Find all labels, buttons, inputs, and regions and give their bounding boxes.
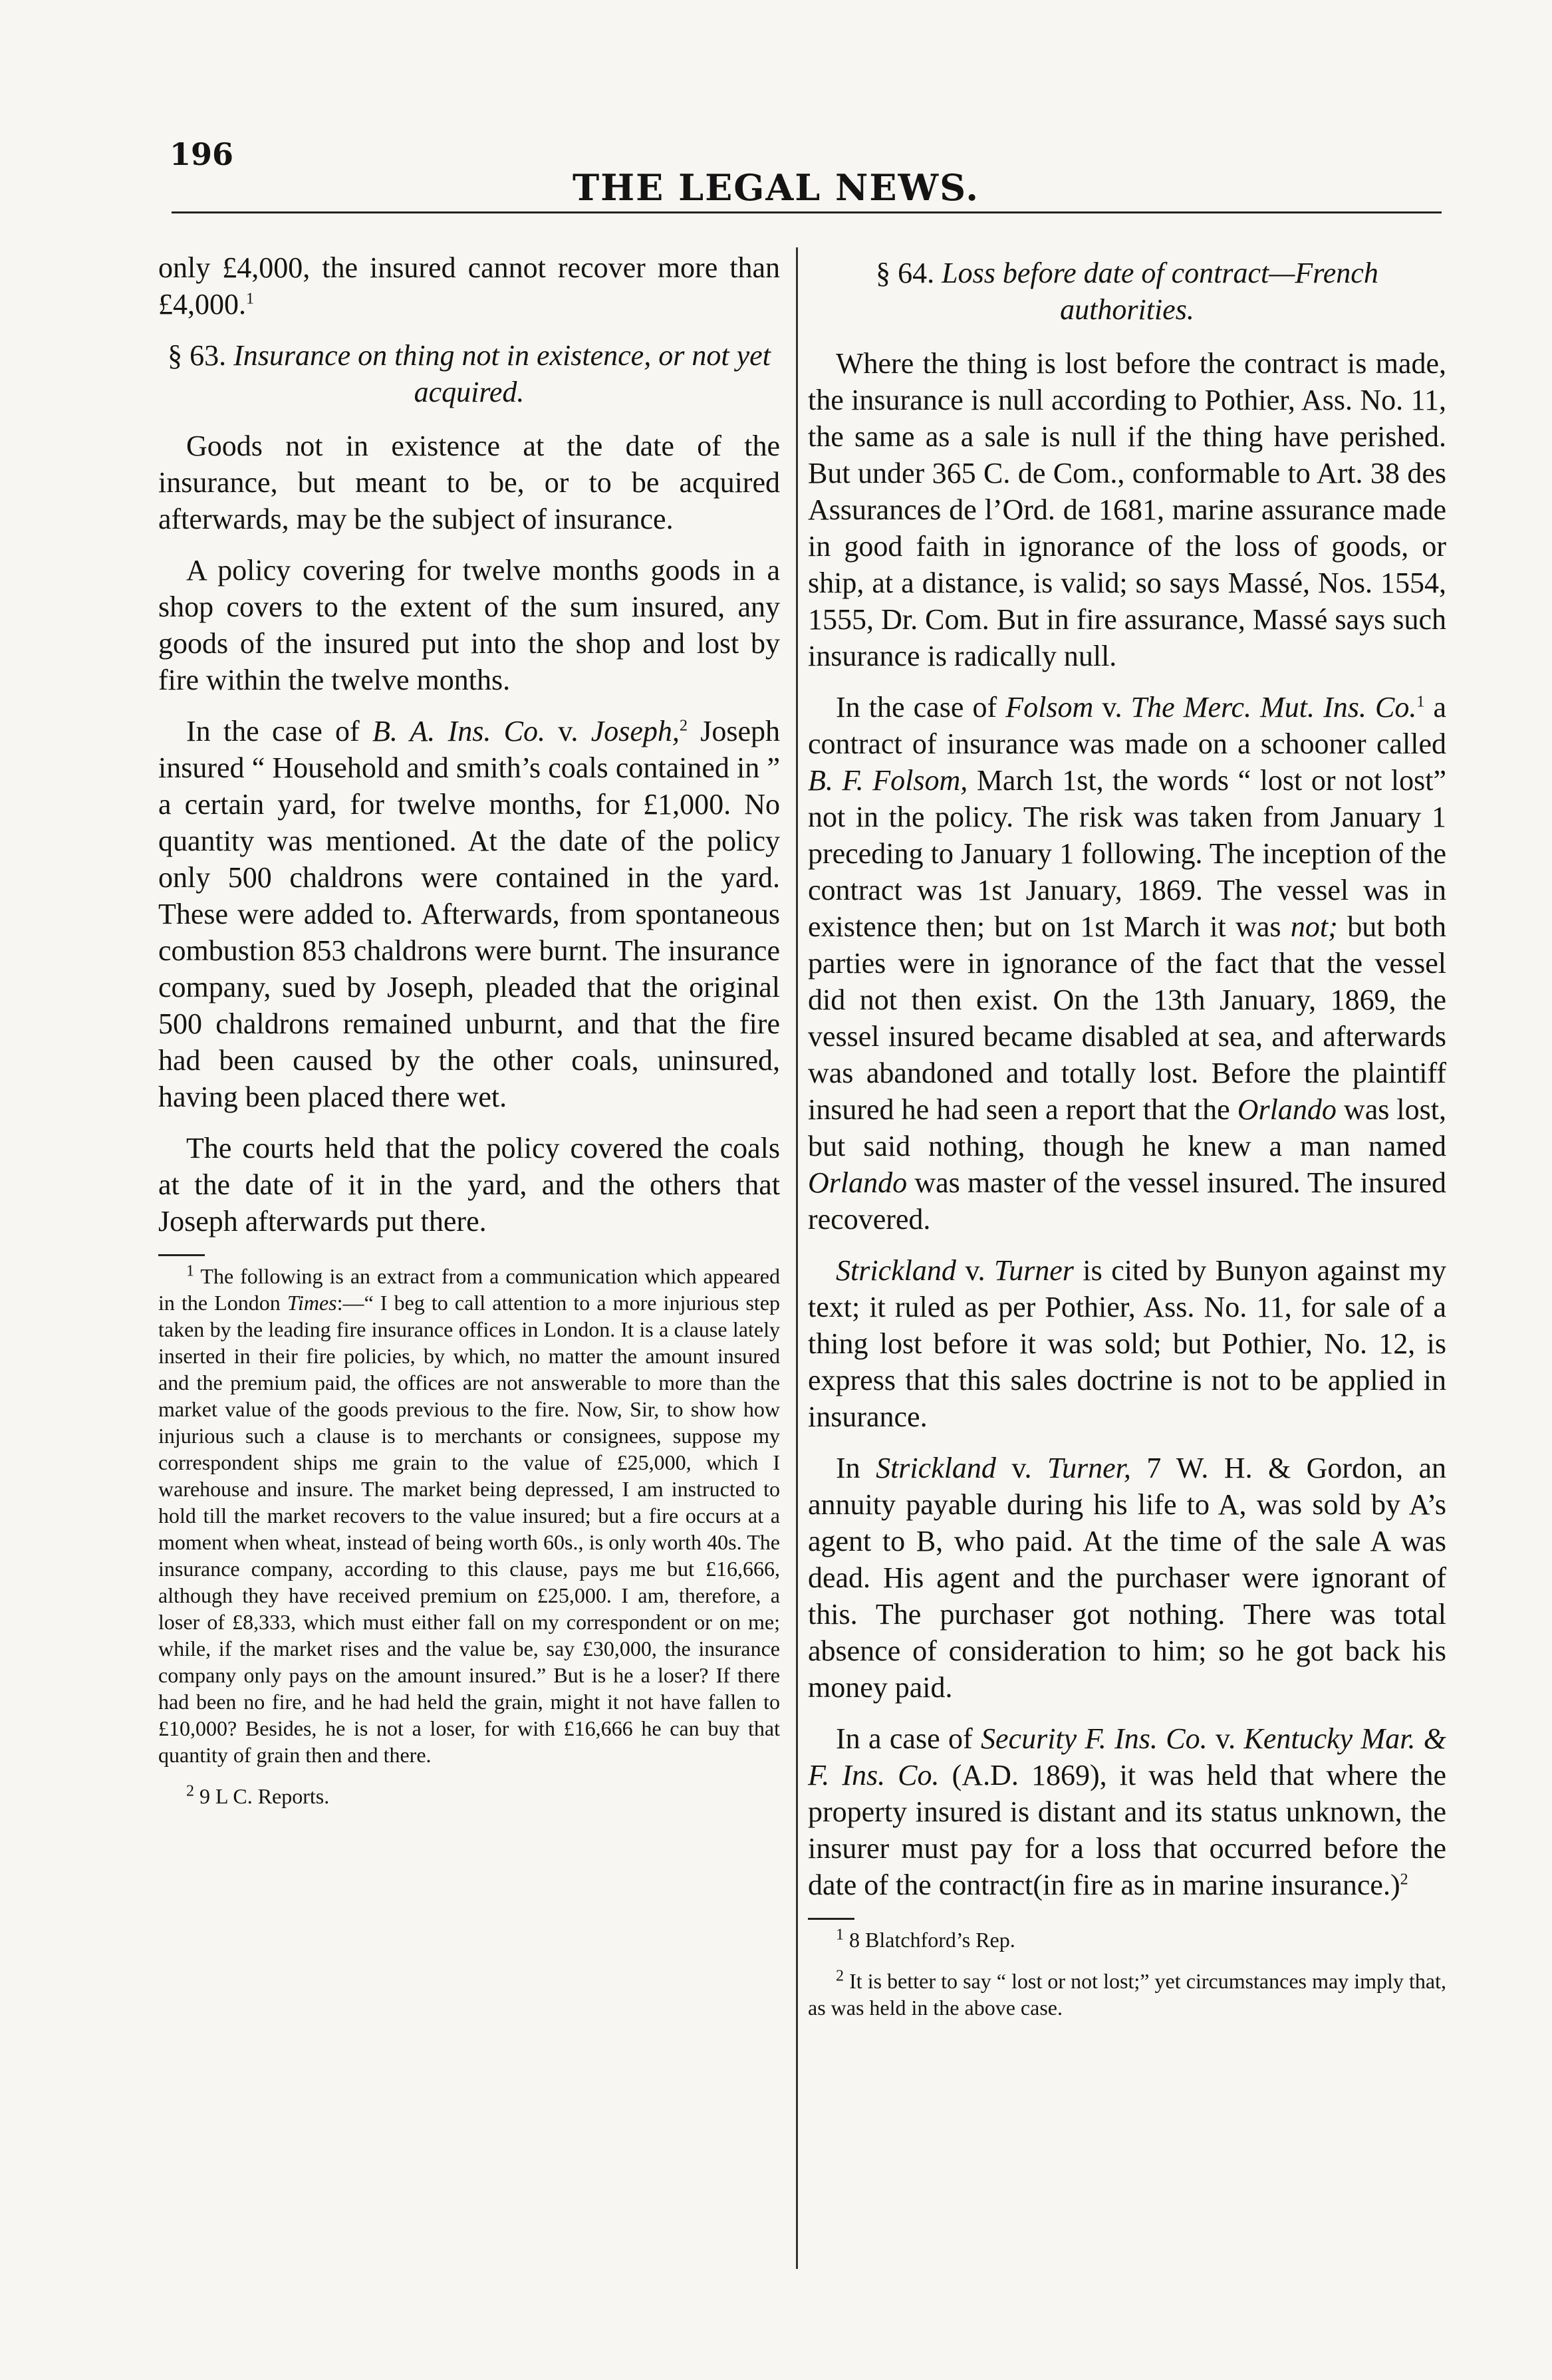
paragraph: In the case of B. A. Ins. Co. v. Joseph,$^2$ Joseph insured “ Household and smith’s coals contained in ” a certain yard, for twelve months, for £1,000. No quantity was mentioned. At the date of the policy only 500 chaldrons were contained in the yard. These were added to. Afterwards, from spontaneous combustion 853 chaldrons were burnt. The insurance company, sued by Joseph, pleaded that the original 500 chaldrons remained unburnt, and that the fire had been caused by the other coals, uninsured, having been placed there wet.: [158, 715, 781, 1113]
case-name: Folsom: [1005, 691, 1094, 724]
footnote-rule: [808, 1918, 854, 1920]
person-name: Orlando: [808, 1166, 908, 1199]
case-name: Security F. Ins. Co.: [981, 1722, 1208, 1755]
case-name: The Merc. Mut. Ins. Co.: [1130, 691, 1417, 724]
ship-name: B. F. Folsom,: [808, 764, 968, 797]
case-name: Joseph,: [590, 715, 680, 747]
paragraph: In a case of Security F. Ins. Co. v. Kentucky Mar. & F. Ins. Co. (A.D. 1869), it was held that where the property insured is distant and its status unknown, the insurer must pay for a loss that occurred before the date of the contract(in fire as in marine insurance.)$^2$: [808, 1722, 1447, 1901]
footnote-2: $^2$ It is better to say “ lost or not lost;” yet circumstances may imply that, as was held in the above case.: [808, 1967, 1447, 2020]
paragraph: only £4,000, the insured cannot recover more than £4,000.$^1$: [158, 251, 780, 321]
running-head: THE LEGAL NEWS.: [572, 166, 980, 209]
case-name: Turner,: [1047, 1452, 1131, 1484]
ship-name: Orlando: [1237, 1093, 1337, 1126]
footnote-1: $^1$ 8 Blatchford’s Rep.: [836, 1926, 1015, 1952]
section-heading-63: § 63. Insurance on thing not in existence, or not yet acquired.: [168, 339, 771, 408]
right-column: [808, 249, 1446, 2036]
section-heading-64: § 64. Loss before date of contract—French authorities.: [876, 257, 1378, 326]
left-column: [158, 249, 780, 1824]
case-name: Strickland: [836, 1254, 956, 1287]
paragraph: In the case of Folsom v. The Merc. Mut. Ins. Co.$^1$ a contract of insurance was made on a schooner called B. F. Folsom, March 1st, the words “ lost or not lost” not in the policy. The risk was taken from January 1 preceding to January 1 following. The inception of the contract was 1st January, 1869. The vessel was in existence then; but on 1st March it was not; but both parties were in ignorance of the fact that the vessel did not then exist. On the 13th January, 1869, the vessel insured became disabled at sea, and afterwards was abandoned and totally lost. Before the plaintiff insured he had seen a report that the Orlando was lost, but said nothing, though he knew a man named Orlando was master of the vessel insured. The insured recovered.: [808, 691, 1447, 1236]
paragraph: Where the thing is lost before the contract is made, the insurance is null according to Pothier, Ass. No. 11, the same as a sale is null if the thing have perished. But under 365 C. de Com., conformable to Art. 38 des Assurances de l’Ord. de 1681, marine assurance made in good faith in ignorance of the loss of goods, or ship, at a distance, is valid; so says Massé, Nos. 1554, 1555, Dr. Com. But in fire assurance, Massé says such insurance is radically null.: [808, 347, 1446, 672]
case-name: B. A. Ins. Co.: [372, 715, 545, 747]
case-name: Turner: [994, 1254, 1074, 1287]
case-name: Kentucky Mar. & F. Ins. Co.: [808, 1722, 1447, 1791]
header-rule: [172, 211, 1442, 213]
column-divider: [796, 247, 798, 2269]
footnote-rule: [158, 1254, 205, 1256]
footnote-1: $^1$ The following is an extract from a communication which appeared in the London Times:—“ I beg to call attention to a more injurious step taken by the leading fire insurance offices in London. It is a clause lately inserted in their fire policies, by which, no matter the amount insured and the premium paid, the offices are not answerable to more than the market value of the goods previous to the fire. Now, Sir, to show how injurious such a clause is to merchants or consignees, suppose my correspondent ships me grain to the value of £25,000, which I warehouse and insure. The market being depressed, I am instructed to hold till the market recovers to the value insured; but a fire occurs at a moment when wheat, instead of being worth 60s., is only worth 40s. The insurance company, according to this clause, pays me but £16,666, although they have received premium on £25,000. I am, therefore, a loser of £8,333, which must either fall on my correspondent or on me; while, if the market rises and the value be, say £30,000, the insurance company only pays on the amount insured.” But is he a loser? If there had been no fire, and he had held the grain, might it not have fallen to £10,000? Besides, he is not a loser, for with £16,666 he can buy that quantity of grain then and there.: [158, 1262, 781, 1767]
case-name: Strickland: [876, 1452, 996, 1484]
paragraph: The courts held that the policy covered the coals at the date of it in the yard, and the others that Joseph afterwards put there.: [158, 1132, 780, 1238]
page-number: 196: [170, 136, 234, 172]
paragraph: A policy covering for twelve months goods in a shop covers to the extent of the sum insured, any goods of the insured put into the shop and lost by fire within the twelve months.: [158, 554, 780, 696]
paragraph: Strickland v. Turner is cited by Bunyon against my text; it ruled as per Pothier, Ass. No. 11, for sale of a thing lost before it was sold; but Pothier, No. 12, is express that this sales doctrine is not to be applied in insurance.: [808, 1254, 1447, 1433]
paragraph: Goods not in existence at the date of the insurance, but meant to be, or to be acquired afterwards, may be the subject of insurance.: [158, 430, 780, 535]
paragraph: In Strickland v. Turner, 7 W. H. & Gordon, an annuity payable during his life to A, was sold by A’s agent to B, who paid. At the time of the sale A was dead. His agent and the purchaser were ignorant of this. The purchaser got nothing. There was total absence of consideration to him; so he got back his money paid.: [808, 1452, 1447, 1704]
footnote-2: $^2$ 9 L C. Reports.: [186, 1782, 330, 1808]
